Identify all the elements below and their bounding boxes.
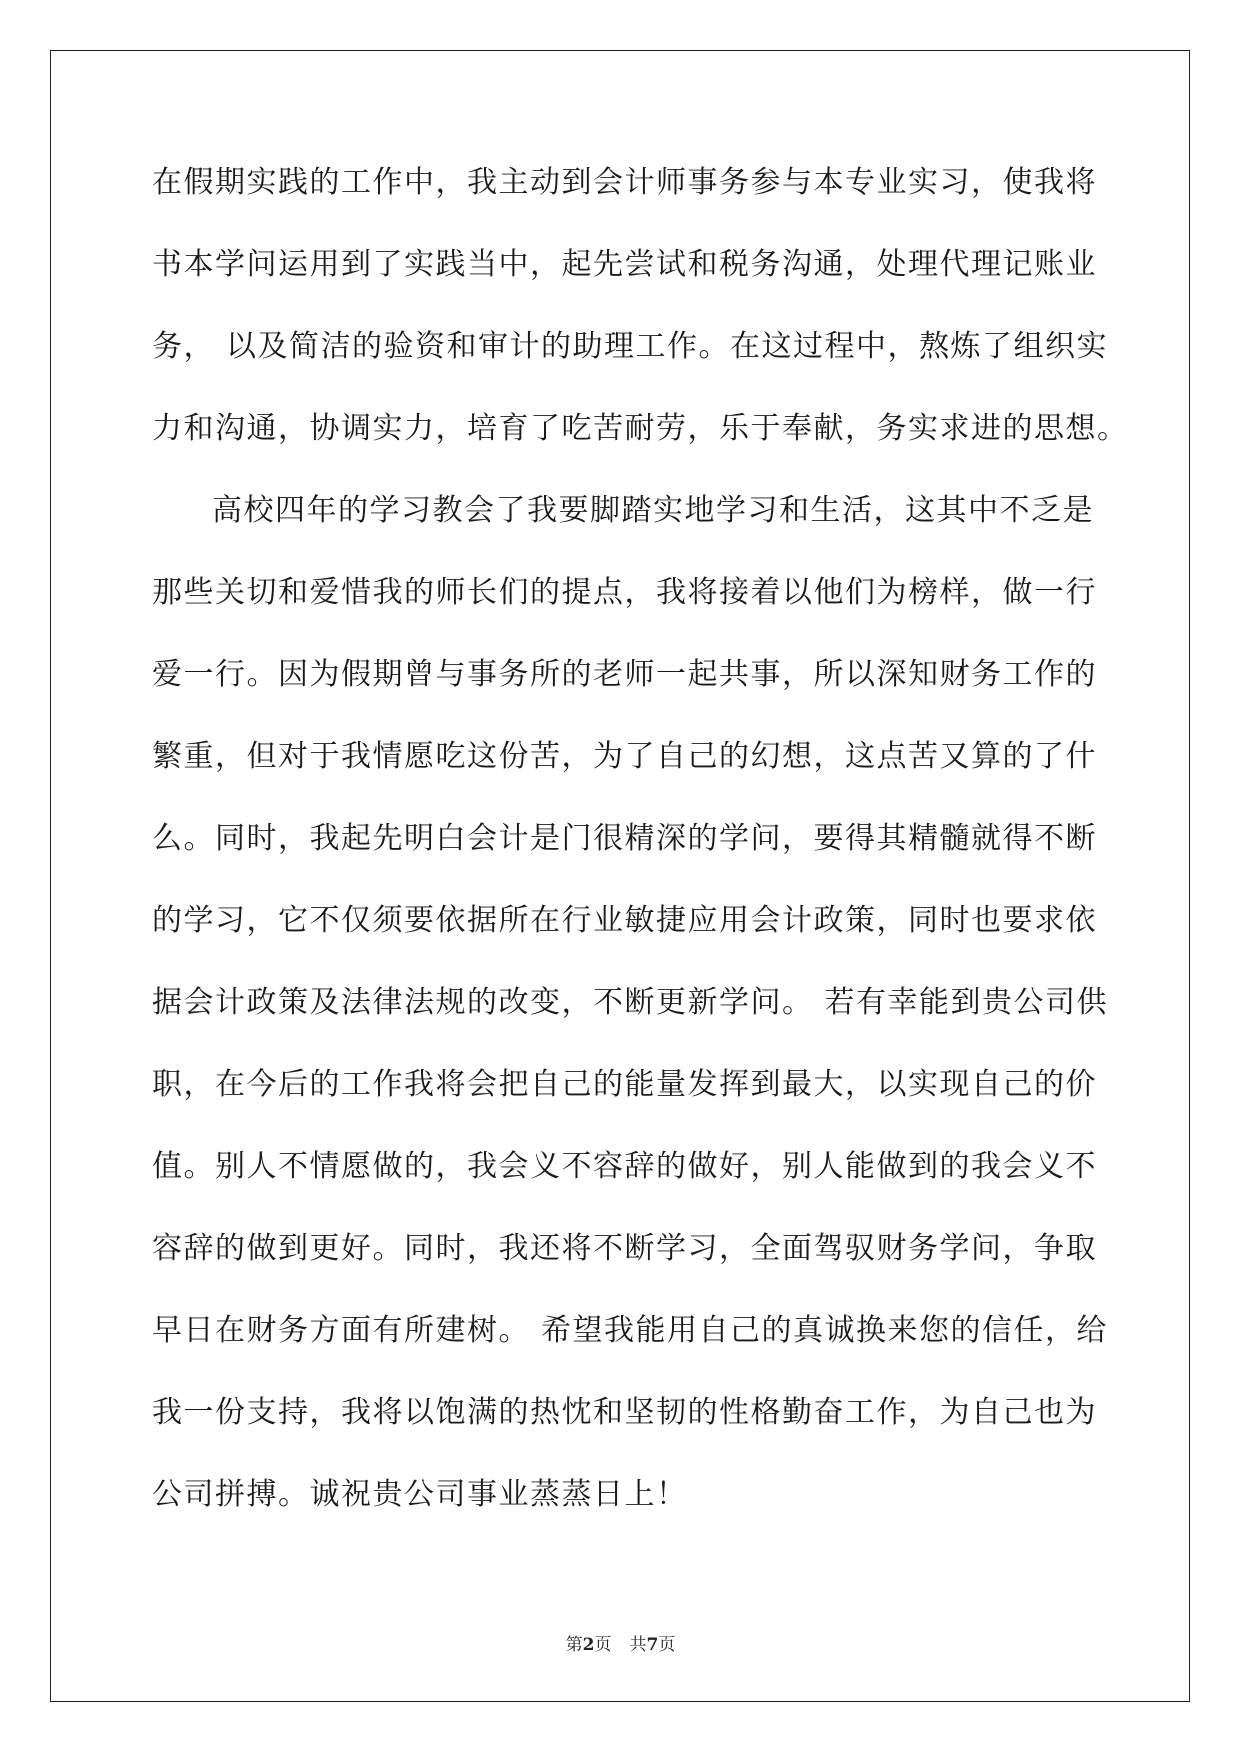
text-line: 我一份支持，我将以饱满的热忱和坚韧的性格勤奋工作，为自己也为 — [152, 1395, 1097, 1430]
text-line: 力和沟通，协调实力，培育了吃苦耐劳，乐于奉献，务实求进的思想。 — [152, 411, 1129, 446]
text-line: 务， 以及简洁的验资和审计的助理工作。在这过程中，熬炼了组织实 — [152, 329, 1109, 364]
text-line: 值。别人不情愿做的，我会义不容辞的做好，别人能做到的我会义不 — [152, 1149, 1097, 1184]
text-line: 据会计政策及法律法规的改变，不断更新学问。 若有幸能到贵公司供 — [152, 985, 1109, 1020]
text-line: 么。同时，我起先明白会计是门很精深的学问，要得其精髓就得不断 — [152, 821, 1097, 856]
page-footer — [0, 1630, 1241, 1655]
text-line: 职，在今后的工作我将会把自己的能量发挥到最大，以实现自己的价 — [152, 1067, 1097, 1102]
total-suffix: 页 — [658, 1635, 676, 1655]
page-total: 7 — [646, 1635, 659, 1655]
document-body — [152, 158, 1129, 1552]
text-line: 书本学问运用到了实践当中，起先尝试和税务沟通，处理代理记账业 — [152, 247, 1097, 282]
page-prefix: 第 — [565, 1635, 583, 1655]
text-line: 在假期实践的工作中，我主动到会计师事务参与本专业实习，使我将 — [152, 165, 1097, 200]
paragraph-first-line: 高校四年的学习教会了我要脚踏实地学习和生活，这其中不乏是 — [212, 493, 1094, 528]
text-line: 的学习，它不仅须要依据所在行业敏捷应用会计政策，同时也要求依 — [152, 903, 1097, 938]
text-line: 容辞的做到更好。同时，我还将不断学习，全面驾驭财务学问，争取 — [152, 1231, 1097, 1266]
text-line: 那些关切和爱惜我的师长们的提点，我将接着以他们为榜样，做一行 — [152, 575, 1097, 610]
page-suffix: 页 — [594, 1635, 612, 1655]
text-line: 公司拼搏。诚祝贵公司事业蒸蒸日上！ — [152, 1477, 688, 1512]
text-line: 繁重，但对于我情愿吃这份苦，为了自己的幻想，这点苦又算的了什 — [152, 739, 1097, 774]
page-current: 2 — [582, 1635, 595, 1655]
total-prefix: 共 — [629, 1635, 647, 1655]
text-line: 早日在财务方面有所建树。 希望我能用自己的真诚换来您的信任，给 — [152, 1313, 1109, 1348]
text-line: 爱一行。因为假期曾与事务所的老师一起共事，所以深知财务工作的 — [152, 657, 1097, 692]
